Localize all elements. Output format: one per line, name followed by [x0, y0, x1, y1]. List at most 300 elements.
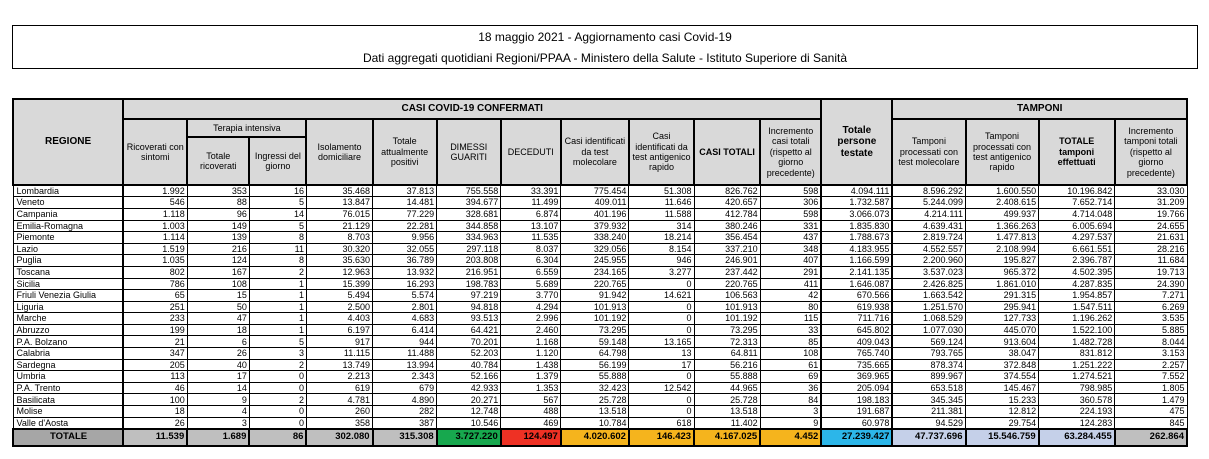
- region-name: Liguria: [13, 301, 123, 313]
- cell-terapia-ingressi-giorno: 86: [249, 429, 306, 446]
- cell-totale-persone-testate: 711.716: [821, 313, 892, 325]
- cell-casi-test-molecolare: 220.765: [561, 278, 629, 290]
- cell-totale-attualmente-positivi: 387: [373, 417, 437, 429]
- cell-totale-tamponi: 4.502.395: [1039, 266, 1115, 278]
- title-line-2: Dati aggregati quotidiani Regioni/PPAA - Ministero della Salute - Istituto Superiore di Sanità: [362, 50, 848, 65]
- cell-tamponi-test-molecolare: 1.077.030: [892, 324, 965, 336]
- cell-deceduti: 5.689: [501, 278, 561, 290]
- cell-casi-test-antigenico: 0: [629, 324, 694, 336]
- cell-casi-test-antigenico: 0: [629, 406, 694, 418]
- cell-casi-test-molecolare: 234.165: [561, 266, 629, 278]
- cell-totale-tamponi: 6.661.551: [1039, 243, 1115, 255]
- cell-casi-test-antigenico: 0: [629, 301, 694, 313]
- cell-casi-test-molecolare: 379.932: [561, 220, 629, 232]
- cell-ricoverati-sintomi: 26: [123, 417, 187, 429]
- cell-totale-tamponi: 4.287.835: [1039, 278, 1115, 290]
- cell-incremento-tamponi-totali: 7.271: [1115, 290, 1187, 302]
- cell-terapia-totale-ricoverati: 108: [187, 278, 249, 290]
- cell-isolamento-domiciliare: 30.320: [306, 243, 372, 255]
- cell-dimessi-guariti: 297.118: [437, 243, 501, 255]
- table-row: [13, 197, 1187, 209]
- cell-incremento-casi-totali: 411: [760, 278, 821, 290]
- cell-terapia-ingressi-giorno: 1: [249, 313, 306, 325]
- cell-tamponi-test-antigenico: 374.554: [966, 371, 1039, 383]
- cell-casi-test-antigenico: 8.154: [629, 243, 694, 255]
- cell-tamponi-test-antigenico: 29.754: [966, 417, 1039, 429]
- cell-terapia-totale-ricoverati: 216: [187, 243, 249, 255]
- cell-tamponi-test-molecolare: 2.200.960: [892, 255, 965, 267]
- title-line-1: 18 maggio 2021 - Aggiornamento casi Covid-19: [478, 29, 732, 44]
- cell-isolamento-domiciliare: 21.129: [306, 220, 372, 232]
- cell-dimessi-guariti: 334.963: [437, 232, 501, 244]
- cell-totale-tamponi: 2.396.787: [1039, 255, 1115, 267]
- cell-casi-test-antigenico: 0: [629, 394, 694, 406]
- region-name: Campania: [13, 208, 123, 220]
- cell-tamponi-test-molecolare: 211.381: [892, 406, 965, 418]
- cell-deceduti: 3.770: [501, 290, 561, 302]
- cell-casi-totali: 44.965: [694, 382, 760, 394]
- cell-totale-attualmente-positivi: 282: [373, 406, 437, 418]
- header-casi-test-molecolare: Casi identificati da test molecolare: [561, 119, 629, 185]
- cell-tamponi-test-molecolare: 878.374: [892, 359, 965, 371]
- cell-incremento-casi-totali: 108: [760, 348, 821, 360]
- cell-deceduti: 1.438: [501, 359, 561, 371]
- cell-casi-test-molecolare: 329.056: [561, 243, 629, 255]
- cell-tamponi-test-molecolare: 4.552.557: [892, 243, 965, 255]
- cell-terapia-ingressi-giorno: 8: [249, 255, 306, 267]
- cell-terapia-ingressi-giorno: 3: [249, 348, 306, 360]
- cell-terapia-totale-ricoverati: 26: [187, 348, 249, 360]
- cell-tamponi-test-molecolare: 47.737.696: [892, 429, 965, 446]
- cell-terapia-ingressi-giorno: 0: [249, 382, 306, 394]
- cell-isolamento-domiciliare: 4.781: [306, 394, 372, 406]
- cell-totale-persone-testate: 1.166.599: [821, 255, 892, 267]
- table-row: [13, 185, 1187, 197]
- cell-totale-attualmente-positivi: 13.932: [373, 266, 437, 278]
- cell-totale-attualmente-positivi: 6.414: [373, 324, 437, 336]
- cell-isolamento-domiciliare: 12.963: [306, 266, 372, 278]
- cell-casi-test-antigenico: 946: [629, 255, 694, 267]
- table-row: [13, 371, 1187, 383]
- cell-tamponi-test-molecolare: 8.596.292: [892, 185, 965, 197]
- cell-ricoverati-sintomi: 1.118: [123, 208, 187, 220]
- cell-totale-attualmente-positivi: 37.813: [373, 185, 437, 197]
- table-row: [13, 313, 1187, 325]
- region-name: Valle d'Aosta: [13, 417, 123, 429]
- cell-tamponi-test-antigenico: 1.366.263: [966, 220, 1039, 232]
- cell-totale-attualmente-positivi: 32.055: [373, 243, 437, 255]
- region-name: P.A. Trento: [13, 382, 123, 394]
- table-row: [13, 255, 1187, 267]
- cell-tamponi-test-molecolare: 2.819.724: [892, 232, 965, 244]
- cell-casi-totali: 25.728: [694, 394, 760, 406]
- cell-totale-tamponi: 63.284.455: [1039, 429, 1115, 446]
- cell-totale-tamponi: 1.547.511: [1039, 301, 1115, 313]
- cell-incremento-tamponi-totali: 5.885: [1115, 324, 1187, 336]
- table-row: [13, 290, 1187, 302]
- cell-deceduti: 13.107: [501, 220, 561, 232]
- cell-incremento-casi-totali: 437: [760, 232, 821, 244]
- cell-tamponi-test-antigenico: 295.941: [966, 301, 1039, 313]
- cell-terapia-totale-ricoverati: 4: [187, 406, 249, 418]
- cell-terapia-totale-ricoverati: 1.689: [187, 429, 249, 446]
- table-row: [13, 266, 1187, 278]
- cell-dimessi-guariti: 12.748: [437, 406, 501, 418]
- header-tamponi-test-antigenico: Tamponi processati con test antigenico rapido: [966, 119, 1039, 185]
- cell-casi-test-molecolare: 32.423: [561, 382, 629, 394]
- cell-tamponi-test-antigenico: 445.070: [966, 324, 1039, 336]
- cell-deceduti: 11.535: [501, 232, 561, 244]
- table-row: [13, 348, 1187, 360]
- header-ricoverati-sintomi: Ricoverati con sintomi: [123, 119, 187, 185]
- cell-terapia-totale-ricoverati: 15: [187, 290, 249, 302]
- cell-incremento-casi-totali: 84: [760, 394, 821, 406]
- cell-casi-test-molecolare: 409.011: [561, 197, 629, 209]
- cell-totale-tamponi: 6.005.694: [1039, 220, 1115, 232]
- cell-deceduti: 6.304: [501, 255, 561, 267]
- cell-totale-tamponi: 798.985: [1039, 382, 1115, 394]
- cell-totale-persone-testate: 2.141.135: [821, 266, 892, 278]
- region-name: Calabria: [13, 348, 123, 360]
- cell-incremento-casi-totali: 407: [760, 255, 821, 267]
- cell-dimessi-guariti: 52.166: [437, 371, 501, 383]
- header-incremento-casi-totali: Incremento casi totali (rispetto al giorno precedente): [760, 119, 821, 185]
- cell-ricoverati-sintomi: 802: [123, 266, 187, 278]
- cell-terapia-ingressi-giorno: 1: [249, 290, 306, 302]
- cell-incremento-casi-totali: 85: [760, 336, 821, 348]
- cell-isolamento-domiciliare: 35.468: [306, 185, 372, 197]
- cell-incremento-casi-totali: 42: [760, 290, 821, 302]
- cell-ricoverati-sintomi: 18: [123, 406, 187, 418]
- table-row: [13, 243, 1187, 255]
- cell-totale-attualmente-positivi: 679: [373, 382, 437, 394]
- header-regione: REGIONE: [13, 99, 123, 185]
- cell-casi-test-antigenico: 14.621: [629, 290, 694, 302]
- cell-terapia-totale-ricoverati: 124: [187, 255, 249, 267]
- header-totale-attualmente-positivi: Totale attualmente positivi: [373, 119, 437, 185]
- cell-deceduti: 8.037: [501, 243, 561, 255]
- header-tamponi-test-molecolare: Tamponi processati con test molecolare: [892, 119, 965, 185]
- cell-tamponi-test-antigenico: 913.604: [966, 336, 1039, 348]
- cell-totale-persone-testate: 645.802: [821, 324, 892, 336]
- cell-terapia-totale-ricoverati: 50: [187, 301, 249, 313]
- cell-tamponi-test-antigenico: 127.733: [966, 313, 1039, 325]
- cell-totale-attualmente-positivi: 5.574: [373, 290, 437, 302]
- cell-terapia-totale-ricoverati: 96: [187, 208, 249, 220]
- cell-terapia-ingressi-giorno: 0: [249, 406, 306, 418]
- cell-isolamento-domiciliare: 35.630: [306, 255, 372, 267]
- cell-casi-totali: 420.657: [694, 197, 760, 209]
- cell-casi-test-antigenico: 51.308: [629, 185, 694, 197]
- cell-dimessi-guariti: 70.201: [437, 336, 501, 348]
- cell-casi-totali: 826.762: [694, 185, 760, 197]
- table-body: [13, 185, 1187, 446]
- cell-dimessi-guariti: 216.951: [437, 266, 501, 278]
- cell-tamponi-test-molecolare: 569.124: [892, 336, 965, 348]
- cell-isolamento-domiciliare: 2.213: [306, 371, 372, 383]
- cell-isolamento-domiciliare: 15.399: [306, 278, 372, 290]
- table-row: [13, 417, 1187, 429]
- cell-casi-totali: 101.192: [694, 313, 760, 325]
- region-name: Lazio: [13, 243, 123, 255]
- cell-terapia-ingressi-giorno: 5: [249, 336, 306, 348]
- cell-tamponi-test-molecolare: 653.518: [892, 382, 965, 394]
- cell-tamponi-test-molecolare: 3.537.023: [892, 266, 965, 278]
- cell-isolamento-domiciliare: 13.847: [306, 197, 372, 209]
- cell-totale-persone-testate: 205.094: [821, 382, 892, 394]
- cell-casi-totali: 64.811: [694, 348, 760, 360]
- cell-casi-totali: 106.563: [694, 290, 760, 302]
- cell-dimessi-guariti: 394.677: [437, 197, 501, 209]
- cell-tamponi-test-molecolare: 793.765: [892, 348, 965, 360]
- cell-totale-persone-testate: 1.646.087: [821, 278, 892, 290]
- cell-ricoverati-sintomi: 546: [123, 197, 187, 209]
- cell-totale-attualmente-positivi: 2.801: [373, 301, 437, 313]
- cell-terapia-ingressi-giorno: 11: [249, 243, 306, 255]
- cell-terapia-totale-ricoverati: 18: [187, 324, 249, 336]
- cell-ricoverati-sintomi: 1.003: [123, 220, 187, 232]
- region-name: Abruzzo: [13, 324, 123, 336]
- cell-dimessi-guariti: 42.933: [437, 382, 501, 394]
- cell-casi-totali: 73.295: [694, 324, 760, 336]
- cell-incremento-tamponi-totali: 31.209: [1115, 197, 1187, 209]
- table-row: [13, 324, 1187, 336]
- cell-totale-attualmente-positivi: 22.281: [373, 220, 437, 232]
- cell-dimessi-guariti: 328.681: [437, 208, 501, 220]
- cell-incremento-casi-totali: 80: [760, 301, 821, 313]
- cell-casi-test-molecolare: 91.942: [561, 290, 629, 302]
- cell-terapia-ingressi-giorno: 5: [249, 197, 306, 209]
- cell-casi-test-molecolare: 338.240: [561, 232, 629, 244]
- cell-incremento-casi-totali: 598: [760, 185, 821, 197]
- cell-tamponi-test-antigenico: 38.047: [966, 348, 1039, 360]
- cell-totale-persone-testate: 198.183: [821, 394, 892, 406]
- region-name: Sardegna: [13, 359, 123, 371]
- cell-ricoverati-sintomi: 65: [123, 290, 187, 302]
- cell-isolamento-domiciliare: 302.080: [306, 429, 372, 446]
- table-row: [13, 394, 1187, 406]
- header-casi-totali: CASI TOTALI: [694, 119, 760, 185]
- cell-isolamento-domiciliare: 11.115: [306, 348, 372, 360]
- cell-incremento-casi-totali: 306: [760, 197, 821, 209]
- region-name: Emilia-Romagna: [13, 220, 123, 232]
- header-isolamento-domiciliare: Isolamento domiciliare: [306, 119, 372, 185]
- cell-casi-totali: 72.313: [694, 336, 760, 348]
- cell-terapia-ingressi-giorno: 0: [249, 371, 306, 383]
- cell-deceduti: 1.120: [501, 348, 561, 360]
- cell-casi-totali: 101.913: [694, 301, 760, 313]
- cell-ricoverati-sintomi: 233: [123, 313, 187, 325]
- cell-isolamento-domiciliare: 260: [306, 406, 372, 418]
- cell-casi-totali: 55.888: [694, 371, 760, 383]
- cell-tamponi-test-antigenico: 1.477.813: [966, 232, 1039, 244]
- table-row: [13, 232, 1187, 244]
- cell-totale-attualmente-positivi: 13.994: [373, 359, 437, 371]
- cell-incremento-tamponi-totali: 24.655: [1115, 220, 1187, 232]
- cell-incremento-tamponi-totali: 1.479: [1115, 394, 1187, 406]
- cell-incremento-casi-totali: 291: [760, 266, 821, 278]
- table-row: [13, 382, 1187, 394]
- title-box: [12, 25, 1198, 69]
- cell-ricoverati-sintomi: 786: [123, 278, 187, 290]
- cell-terapia-totale-ricoverati: 40: [187, 359, 249, 371]
- cell-totale-persone-testate: 4.094.111: [821, 185, 892, 197]
- cell-incremento-tamponi-totali: 21.631: [1115, 232, 1187, 244]
- cell-dimessi-guariti: 344.858: [437, 220, 501, 232]
- cell-ricoverati-sintomi: 21: [123, 336, 187, 348]
- cell-casi-totali: 337.210: [694, 243, 760, 255]
- cell-totale-tamponi: 831.812: [1039, 348, 1115, 360]
- cell-casi-test-molecolare: 64.798: [561, 348, 629, 360]
- cell-tamponi-test-antigenico: 1.600.550: [966, 185, 1039, 197]
- cell-incremento-tamponi-totali: 33.030: [1115, 185, 1187, 197]
- cell-totale-attualmente-positivi: 9.956: [373, 232, 437, 244]
- cell-tamponi-test-antigenico: 291.315: [966, 290, 1039, 302]
- cell-terapia-ingressi-giorno: 1: [249, 278, 306, 290]
- cell-totale-tamponi: 1.196.262: [1039, 313, 1115, 325]
- cell-incremento-tamponi-totali: 1.805: [1115, 382, 1187, 394]
- cell-casi-test-molecolare: 101.913: [561, 301, 629, 313]
- table-row: [13, 406, 1187, 418]
- cell-casi-test-molecolare: 13.518: [561, 406, 629, 418]
- cell-terapia-ingressi-giorno: 16: [249, 185, 306, 197]
- cell-totale-attualmente-positivi: 944: [373, 336, 437, 348]
- cell-totale-tamponi: 10.196.842: [1039, 185, 1115, 197]
- cell-terapia-ingressi-giorno: 5: [249, 220, 306, 232]
- cell-terapia-totale-ricoverati: 17: [187, 371, 249, 383]
- cell-terapia-totale-ricoverati: 353: [187, 185, 249, 197]
- cell-totale-tamponi: 7.652.714: [1039, 197, 1115, 209]
- cell-tamponi-test-molecolare: 4.639.431: [892, 220, 965, 232]
- cell-totale-persone-testate: 1.732.587: [821, 197, 892, 209]
- cell-incremento-tamponi-totali: 28.216: [1115, 243, 1187, 255]
- cell-casi-test-molecolare: 101.192: [561, 313, 629, 325]
- cell-tamponi-test-molecolare: 1.251.570: [892, 301, 965, 313]
- cell-casi-totali: 13.518: [694, 406, 760, 418]
- cell-totale-attualmente-positivi: 2.343: [373, 371, 437, 383]
- table-row: [13, 278, 1187, 290]
- cell-casi-test-antigenico: 17: [629, 359, 694, 371]
- region-name: Veneto: [13, 197, 123, 209]
- cell-casi-totali: 380.246: [694, 220, 760, 232]
- cell-deceduti: 1.168: [501, 336, 561, 348]
- cell-isolamento-domiciliare: 4.403: [306, 313, 372, 325]
- cell-casi-test-antigenico: 12.542: [629, 382, 694, 394]
- cell-casi-totali: 56.216: [694, 359, 760, 371]
- cell-casi-test-antigenico: 13.165: [629, 336, 694, 348]
- cell-casi-test-molecolare: 401.196: [561, 208, 629, 220]
- cell-totale-persone-testate: 409.043: [821, 336, 892, 348]
- region-name: Umbria: [13, 371, 123, 383]
- cell-totale-attualmente-positivi: 11.488: [373, 348, 437, 360]
- header-totale-ricoverati: Totale ricoverati: [187, 137, 249, 185]
- cell-incremento-tamponi-totali: 2.257: [1115, 359, 1187, 371]
- cell-totale-tamponi: 4.297.537: [1039, 232, 1115, 244]
- cell-deceduti: 469: [501, 417, 561, 429]
- cell-terapia-ingressi-giorno: 8: [249, 232, 306, 244]
- region-name: Sicilia: [13, 278, 123, 290]
- cell-casi-totali: 246.901: [694, 255, 760, 267]
- table-row: [13, 301, 1187, 313]
- header-casi-confermati-band: CASI COVID-19 CONFERMATI: [123, 99, 821, 119]
- cell-totale-persone-testate: 735.665: [821, 359, 892, 371]
- cell-tamponi-test-antigenico: 965.372: [966, 266, 1039, 278]
- cell-isolamento-domiciliare: 2.500: [306, 301, 372, 313]
- cell-tamponi-test-molecolare: 345.345: [892, 394, 965, 406]
- cell-casi-test-molecolare: 245.955: [561, 255, 629, 267]
- cell-terapia-ingressi-giorno: 14: [249, 208, 306, 220]
- cell-totale-tamponi: 1.251.222: [1039, 359, 1115, 371]
- cell-tamponi-test-antigenico: 372.848: [966, 359, 1039, 371]
- cell-totale-tamponi: 1.522.100: [1039, 324, 1115, 336]
- cell-deceduti: 4.294: [501, 301, 561, 313]
- cell-incremento-tamponi-totali: 6.269: [1115, 301, 1187, 313]
- cell-terapia-ingressi-giorno: 2: [249, 359, 306, 371]
- cell-tamponi-test-antigenico: 2.108.994: [966, 243, 1039, 255]
- cell-dimessi-guariti: 64.421: [437, 324, 501, 336]
- cell-dimessi-guariti: 3.727.220: [437, 429, 501, 446]
- header-terapia-intensiva: Terapia intensiva: [187, 119, 306, 137]
- cell-casi-test-molecolare: 59.148: [561, 336, 629, 348]
- cell-terapia-ingressi-giorno: 2: [249, 394, 306, 406]
- cell-casi-totali: 11.402: [694, 417, 760, 429]
- totale-label: TOTALE: [13, 429, 123, 446]
- cell-casi-totali: 356.454: [694, 232, 760, 244]
- cell-incremento-tamponi-totali: 8.044: [1115, 336, 1187, 348]
- cell-totale-persone-testate: 765.740: [821, 348, 892, 360]
- cell-ricoverati-sintomi: 1.035: [123, 255, 187, 267]
- cell-ricoverati-sintomi: 1.519: [123, 243, 187, 255]
- cell-tamponi-test-molecolare: 1.663.542: [892, 290, 965, 302]
- cell-isolamento-domiciliare: 13.749: [306, 359, 372, 371]
- region-name: P.A. Bolzano: [13, 336, 123, 348]
- cell-totale-persone-testate: 191.687: [821, 406, 892, 418]
- cell-totale-tamponi: 1.954.857: [1039, 290, 1115, 302]
- cell-incremento-tamponi-totali: 262.864: [1115, 429, 1187, 446]
- cell-deceduti: 33.391: [501, 185, 561, 197]
- cell-ricoverati-sintomi: 205: [123, 359, 187, 371]
- cell-tamponi-test-molecolare: 1.068.529: [892, 313, 965, 325]
- totale-row: [13, 429, 1187, 446]
- cell-incremento-tamponi-totali: 24.390: [1115, 278, 1187, 290]
- cell-dimessi-guariti: 10.546: [437, 417, 501, 429]
- cell-casi-test-molecolare: 73.295: [561, 324, 629, 336]
- cell-casi-test-antigenico: 618: [629, 417, 694, 429]
- cell-deceduti: 124.497: [501, 429, 561, 446]
- cell-casi-test-antigenico: 11.646: [629, 197, 694, 209]
- cell-totale-persone-testate: 4.183.955: [821, 243, 892, 255]
- cell-deceduti: 1.353: [501, 382, 561, 394]
- cell-terapia-ingressi-giorno: 1: [249, 301, 306, 313]
- cell-totale-tamponi: 1.274.521: [1039, 371, 1115, 383]
- cell-casi-test-antigenico: 3.277: [629, 266, 694, 278]
- cell-incremento-tamponi-totali: 475: [1115, 406, 1187, 418]
- covid-data-table: [12, 98, 1188, 447]
- cell-tamponi-test-molecolare: 4.214.111: [892, 208, 965, 220]
- header-incremento-tamponi-totali: Incremento tamponi totali (rispetto al giorno precedente): [1115, 119, 1187, 185]
- cell-incremento-casi-totali: 348: [760, 243, 821, 255]
- cell-terapia-ingressi-giorno: 1: [249, 324, 306, 336]
- cell-totale-attualmente-positivi: 14.481: [373, 197, 437, 209]
- cell-casi-test-antigenico: 314: [629, 220, 694, 232]
- cell-terapia-totale-ricoverati: 6: [187, 336, 249, 348]
- cell-incremento-tamponi-totali: 19.766: [1115, 208, 1187, 220]
- cell-incremento-tamponi-totali: 11.684: [1115, 255, 1187, 267]
- cell-totale-tamponi: 224.193: [1039, 406, 1115, 418]
- cell-incremento-tamponi-totali: 3.153: [1115, 348, 1187, 360]
- table-row: [13, 359, 1187, 371]
- cell-dimessi-guariti: 40.784: [437, 359, 501, 371]
